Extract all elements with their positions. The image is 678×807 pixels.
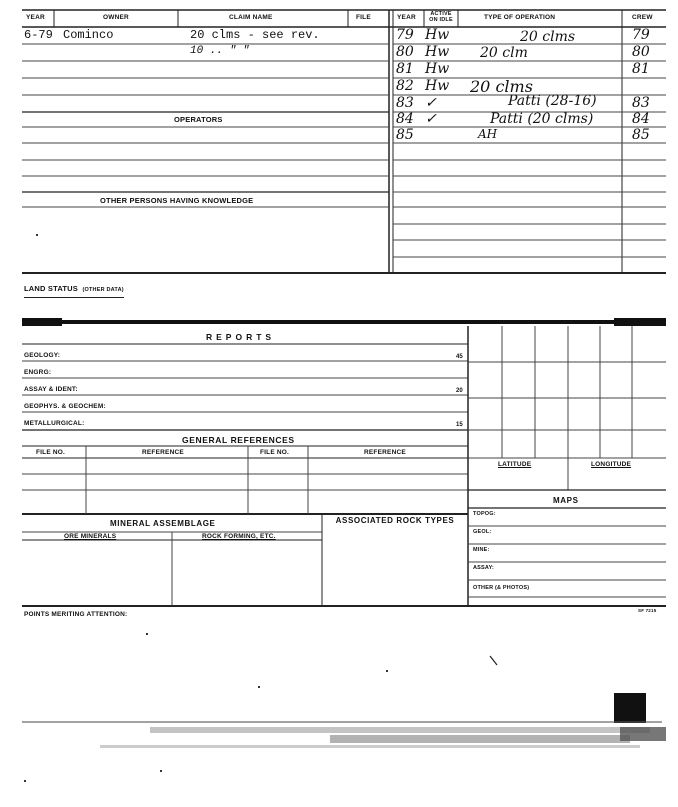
scan-speck [160, 770, 162, 772]
report-label: GEOLOGY: [24, 352, 61, 359]
scan-noise-band [22, 721, 662, 723]
ref-col-reference-2: REFERENCE [364, 449, 406, 456]
op-crew: 84 [632, 111, 650, 127]
report-label: ASSAY & IDENT: [24, 386, 78, 393]
op-year: 84 [396, 111, 414, 127]
ref-col-file-no: FILE NO. [36, 449, 66, 456]
map-row-label: OTHER (& PHOTOS) [473, 585, 530, 591]
scan-black-square [614, 693, 646, 723]
claim-entry-2: 10 .. " " [190, 45, 250, 57]
op-year: 81 [396, 61, 414, 77]
reports-heading: REPORTS [206, 332, 276, 342]
map-row-label: ASSAY: [473, 565, 495, 571]
header-file: FILE [356, 14, 371, 21]
report-code: 45 [456, 354, 463, 360]
op-crew: 81 [632, 61, 650, 77]
land-status-heading [24, 278, 124, 298]
owner-year: 6-79 [24, 28, 53, 42]
op-type: 20 clms [470, 77, 533, 96]
scan-speck [24, 780, 26, 782]
ore-minerals-label: ORE MINERALS [64, 533, 117, 540]
map-row-label: TOPOG: [473, 511, 496, 517]
header-claim-name: CLAIM NAME [229, 14, 273, 21]
op-crew: 83 [632, 95, 650, 111]
scan-noise-band [620, 727, 666, 741]
header-owner: OWNER [103, 14, 129, 21]
points-meriting-label: POINTS MERITING ATTENTION: [24, 611, 128, 618]
maps-heading: MAPS [553, 496, 579, 505]
report-code: 20 [456, 388, 463, 394]
op-year: 85 [396, 127, 414, 143]
header-type-of-operation: TYPE OF OPERATION [484, 14, 556, 21]
general-references-heading: GENERAL REFERENCES [182, 435, 295, 445]
op-year: 82 [396, 78, 414, 94]
land-status-sublabel: (OTHER DATA) [82, 287, 124, 293]
ref-col-reference: REFERENCE [142, 449, 184, 456]
op-year: 83 [396, 95, 414, 111]
scan-speck [258, 686, 260, 688]
scan-noise-band [150, 727, 650, 733]
report-code: 15 [456, 422, 463, 428]
op-status: ✓ [425, 111, 437, 127]
op-status: Hw [425, 27, 450, 43]
op-status: Hw [425, 78, 450, 94]
land-status-label: LAND STATUS [24, 284, 79, 293]
map-row-label: MINE: [473, 547, 490, 553]
op-crew: 79 [632, 27, 650, 43]
op-year: 79 [396, 27, 414, 43]
claim-entry-1: 20 clms - see rev. [190, 28, 320, 42]
report-label: GEOPHYS. & GEOCHEM: [24, 403, 106, 410]
scan-speck [36, 234, 38, 236]
scan-speck [146, 633, 148, 635]
op-crew: 85 [632, 127, 650, 143]
mineral-assemblage-heading: MINERAL ASSEMBLAGE [110, 519, 216, 528]
header-crew: CREW [632, 14, 653, 21]
op-type: AH [478, 127, 498, 141]
op-type: 20 clms [520, 29, 576, 45]
header-year-2: YEAR [397, 14, 416, 21]
form-number: SF 7215 [638, 608, 657, 613]
op-status: ✓ [425, 95, 437, 111]
op-status: Hw [425, 44, 450, 60]
scan-speck [386, 670, 388, 672]
map-row-label: GEOL: [473, 529, 492, 535]
header-year: YEAR [26, 14, 45, 21]
operators-heading: OPERATORS [174, 115, 223, 124]
header-active-on-idle: ACTIVE ON IDLE [429, 11, 453, 23]
op-type: 20 clm [480, 45, 528, 61]
op-type: Patti (20 clms) [490, 111, 594, 127]
rock-forming-label: ROCK FORMING, ETC. [202, 533, 276, 540]
report-label: METALLURGICAL: [24, 420, 85, 427]
associated-rock-types-heading: ASSOCIATED ROCK TYPES [335, 516, 455, 525]
latitude-label: LATITUDE [498, 461, 532, 468]
report-label: ENGRG: [24, 369, 52, 376]
scan-noise-band [330, 735, 630, 743]
other-persons-heading: OTHER PERSONS HAVING KNOWLEDGE [100, 196, 254, 205]
longitude-label: LONGITUDE [591, 461, 632, 468]
op-type: Patti (28-16) [508, 93, 597, 109]
scan-noise-band [100, 745, 640, 748]
op-year: 80 [396, 44, 414, 60]
ref-col-file-no-2: FILE NO. [260, 449, 290, 456]
op-crew: 80 [632, 44, 650, 60]
op-status: Hw [425, 61, 450, 77]
owner-name: Cominco [63, 28, 114, 42]
